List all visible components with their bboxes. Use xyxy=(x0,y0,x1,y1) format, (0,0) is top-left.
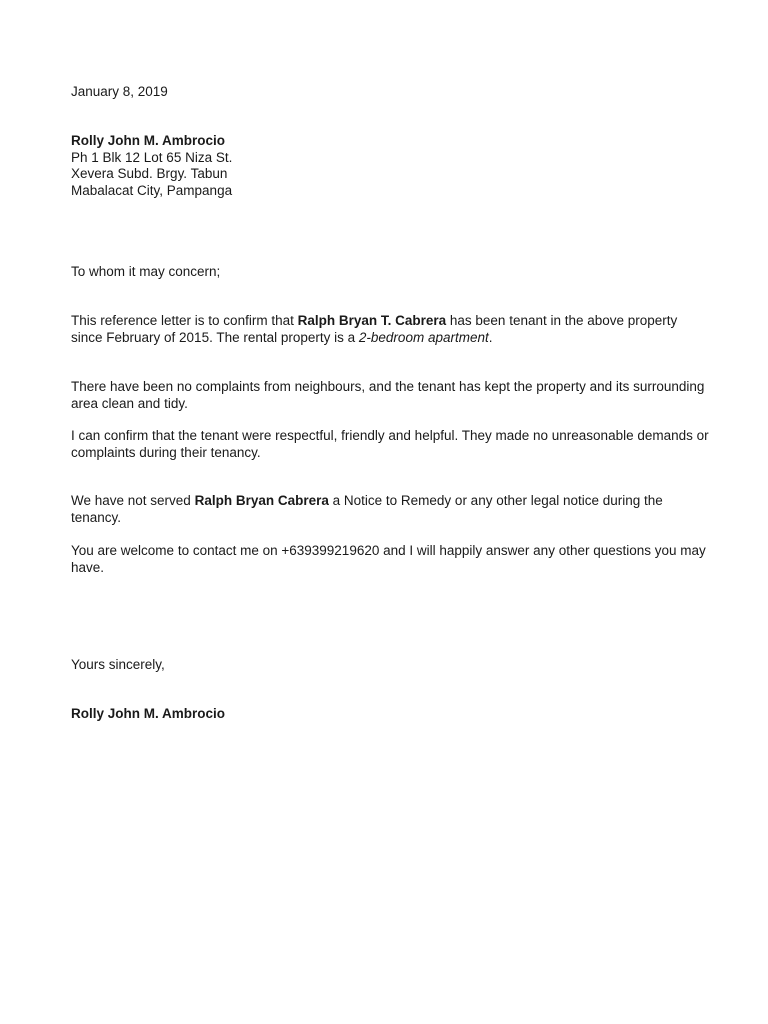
letter-date xyxy=(71,84,711,101)
paragraph-complaints xyxy=(71,379,711,412)
paragraph-conduct xyxy=(71,428,711,461)
tenant-full-name: Ralph Bryan T. Cabrera xyxy=(297,313,447,328)
paragraph-contact xyxy=(71,543,711,576)
paragraph-text: There have been no complaints from neighbours, and the tenant has kept the property and its surrounding area clean and tidy. xyxy=(71,379,705,411)
sender-address-line: Mabalacat City, Pampanga xyxy=(71,182,233,198)
sender-address-line: Xevera Subd. Brgy. Tabun xyxy=(71,166,228,181)
closing xyxy=(71,657,711,674)
salutation xyxy=(71,264,711,281)
signature-name: Rolly John M. Ambrocio xyxy=(71,706,226,721)
paragraph-confirmation xyxy=(71,313,711,346)
paragraph-text: We have not served xyxy=(71,493,195,508)
sender-address-line: Ph 1 Blk 12 Lot 65 Niza St. xyxy=(71,149,233,165)
paragraph-text: You are welcome to contact me on +639399219620 and I will happily answer any other questions you may have. xyxy=(71,543,706,575)
paragraph-text: has been tenant in the above property since February of 2015. The rental property is a xyxy=(71,313,678,345)
paragraph-notice xyxy=(71,493,711,526)
sender-name: Rolly John M. Ambrocio xyxy=(71,133,226,148)
signature xyxy=(71,706,711,723)
date-text: January 8, 2019 xyxy=(71,84,168,99)
paragraph-text: a Notice to Remedy or any other legal notice during the tenancy. xyxy=(71,493,663,525)
property-type: 2-bedroom apartment xyxy=(358,329,489,345)
tenant-name: Ralph Bryan Cabrera xyxy=(194,493,329,508)
paragraph-text: . xyxy=(488,329,493,345)
paragraph-text: I can confirm that the tenant were respectful, friendly and helpful. They made no unreasonable demands or complaints during their tenancy. xyxy=(71,428,709,460)
closing-text: Yours sincerely, xyxy=(71,657,165,672)
sender-block xyxy=(71,133,711,199)
paragraph-text: This reference letter is to confirm that xyxy=(71,313,298,328)
salutation-text: To whom it may concern; xyxy=(71,264,221,279)
